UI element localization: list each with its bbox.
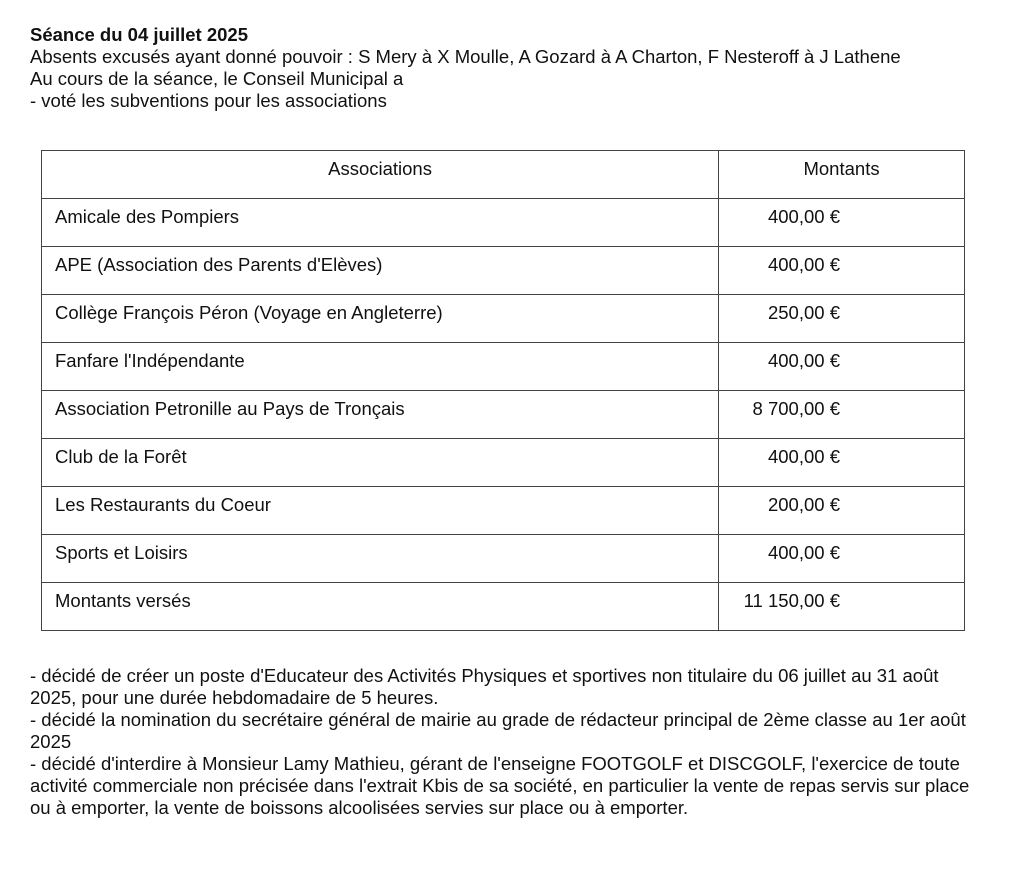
association-name: APE (Association des Parents d'Elèves) (42, 247, 719, 295)
table-row (42, 439, 965, 487)
session-header (30, 24, 901, 112)
decisions-list (30, 665, 970, 819)
session-title: Séance du 04 juillet 2025 (30, 24, 248, 45)
association-amount: 400,00 € (719, 343, 965, 391)
total-amount: 11 150,00 € (719, 583, 965, 631)
vote-line: - voté les subventions pour les associations (30, 90, 387, 111)
table-row (42, 391, 965, 439)
intro-line: Au cours de la séance, le Conseil Municipal a (30, 68, 404, 89)
table-row (42, 487, 965, 535)
decision-item: - décidé de créer un poste d'Educateur des Activités Physiques et sportives non titulaire du 06 juillet au 31 août 2025, pour une durée hebdomadaire de 5 heures. (30, 665, 939, 708)
total-row (42, 583, 965, 631)
association-amount: 400,00 € (719, 439, 965, 487)
decision-item: - décidé la nomination du secrétaire général de mairie au grade de rédacteur principal de 2ème classe au 1er août 2025 (30, 709, 966, 752)
association-name: Sports et Loisirs (42, 535, 719, 583)
association-name: Fanfare l'Indépendante (42, 343, 719, 391)
table-header-row (42, 151, 965, 199)
table-row (42, 199, 965, 247)
association-amount: 250,00 € (719, 295, 965, 343)
association-name: Amicale des Pompiers (42, 199, 719, 247)
table-row (42, 247, 965, 295)
table-row (42, 535, 965, 583)
total-label: Montants versés (42, 583, 719, 631)
association-name: Association Petronille au Pays de Tronçais (42, 391, 719, 439)
table-row (42, 343, 965, 391)
absents-line: Absents excusés ayant donné pouvoir : S Mery à X Moulle, A Gozard à A Charton, F Nesteroff à J Lathene (30, 46, 901, 67)
subsidies-table (41, 150, 965, 631)
association-amount: 8 700,00 € (719, 391, 965, 439)
association-name: Club de la Forêt (42, 439, 719, 487)
association-name: Les Restaurants du Coeur (42, 487, 719, 535)
association-amount: 400,00 € (719, 199, 965, 247)
decision-item: - décidé d'interdire à Monsieur Lamy Mathieu, gérant de l'enseigne FOOTGOLF et DISCGOLF, l'exercice de toute activité commerciale non précisée dans l'extrait Kbis de sa société, en particulier la vente de repas servis sur place ou à emporter, la vente de boissons alcoolisées servies sur place ou à emporter. (30, 753, 970, 818)
table-row (42, 295, 965, 343)
column-header-amounts: Montants (719, 151, 965, 199)
column-header-associations: Associations (42, 151, 719, 199)
association-amount: 400,00 € (719, 535, 965, 583)
association-amount: 400,00 € (719, 247, 965, 295)
association-name: Collège François Péron (Voyage en Angleterre) (42, 295, 719, 343)
association-amount: 200,00 € (719, 487, 965, 535)
